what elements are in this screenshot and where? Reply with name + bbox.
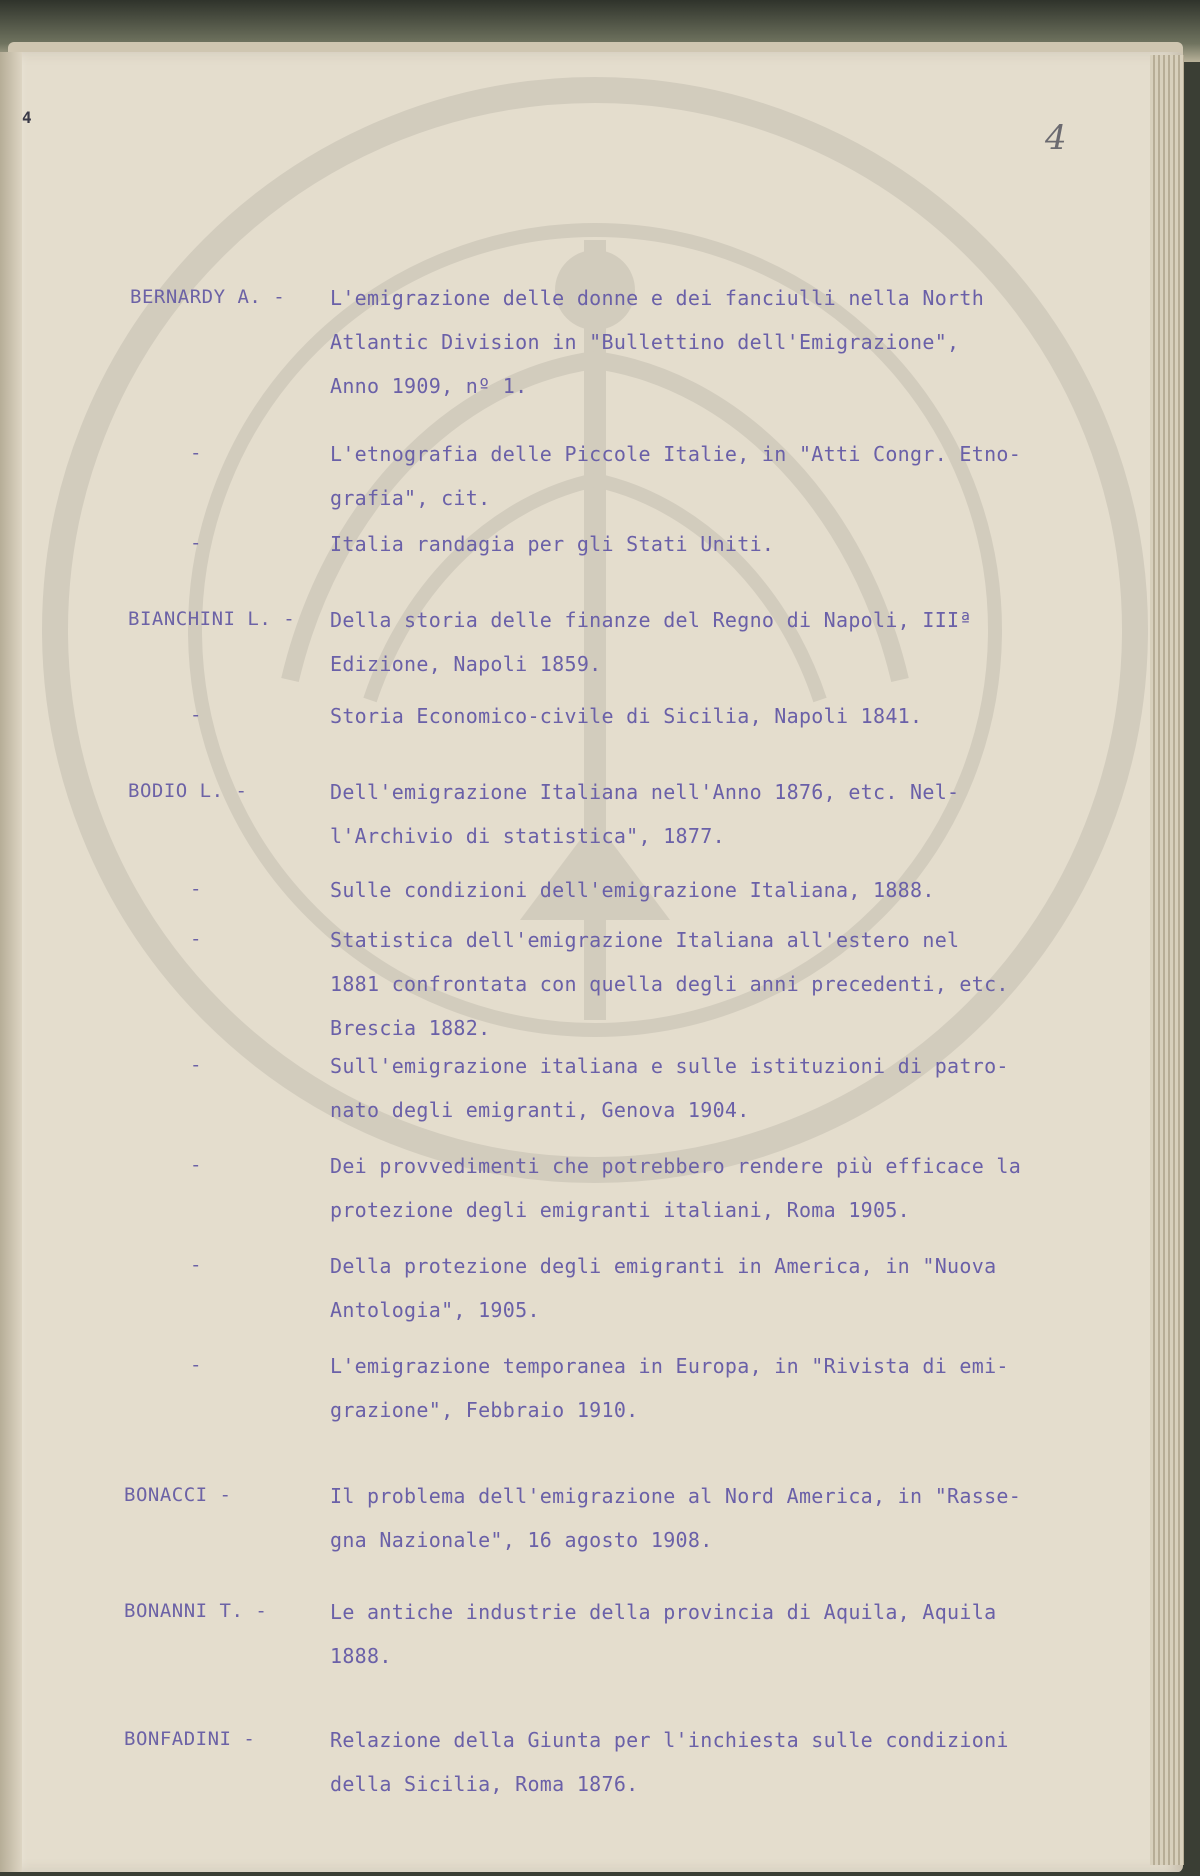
entry-dash: - bbox=[190, 442, 202, 464]
page-number: 4 bbox=[22, 108, 32, 127]
entry-line: grafia", cit. bbox=[330, 486, 491, 510]
entry-line: Statistica dell'emigrazione Italiana all'estero nel bbox=[330, 928, 960, 952]
entry-dash: - bbox=[190, 532, 202, 554]
entry-author: BODIO L. - bbox=[128, 780, 248, 802]
entry-dash: - bbox=[190, 928, 202, 950]
entry-line: Italia randagia per gli Stati Uniti. bbox=[330, 532, 775, 556]
entry-line: L'etnografia delle Piccole Italie, in "Atti Congr. Etno- bbox=[330, 442, 1022, 466]
entry-line: 1888. bbox=[330, 1644, 392, 1668]
entry-line: Antologia", 1905. bbox=[330, 1298, 540, 1322]
entry-line: Edizione, Napoli 1859. bbox=[330, 652, 602, 676]
entry-line: Brescia 1882. bbox=[330, 1016, 491, 1040]
entry-line: Atlantic Division in "Bullettino dell'Emigrazione", bbox=[330, 330, 960, 354]
entry-dash: - bbox=[190, 1354, 202, 1376]
entry-author: BERNARDY A. - bbox=[130, 286, 286, 308]
entry-dash: - bbox=[190, 878, 202, 900]
handwritten-page-number: 4 bbox=[1045, 118, 1067, 158]
entry-line: Il problema dell'emigrazione al Nord America, in "Rasse- bbox=[330, 1484, 1022, 1508]
entry-line: L'emigrazione delle donne e dei fanciulli nella North bbox=[330, 286, 985, 310]
entry-line: 1881 confrontata con quella degli anni precedenti, etc. bbox=[330, 972, 1009, 996]
entry-line: Dei provvedimenti che potrebbero rendere più efficace la bbox=[330, 1154, 1022, 1178]
entry-dash: - bbox=[190, 1054, 202, 1076]
entry-line: della Sicilia, Roma 1876. bbox=[330, 1772, 639, 1796]
entry-dash: - bbox=[190, 1254, 202, 1276]
entry-line: Relazione della Giunta per l'inchiesta sulle condizioni bbox=[330, 1728, 1009, 1752]
entry-line: Anno 1909, nº 1. bbox=[330, 374, 528, 398]
entry-line: Sulle condizioni dell'emigrazione Italiana, 1888. bbox=[330, 878, 935, 902]
entry-line: Della protezione degli emigranti in America, in "Nuova bbox=[330, 1254, 997, 1278]
entry-author: BIANCHINI L. - bbox=[128, 608, 296, 630]
entry-line: Sull'emigrazione italiana e sulle istituzioni di patro- bbox=[330, 1054, 1009, 1078]
entry-line: nato degli emigranti, Genova 1904. bbox=[330, 1098, 750, 1122]
entry-line: Le antiche industrie della provincia di Aquila, Aquila bbox=[330, 1600, 997, 1624]
gutter-fold bbox=[0, 52, 22, 1872]
entry-line: Storia Economico-civile di Sicilia, Napoli 1841. bbox=[330, 704, 923, 728]
entry-line: gna Nazionale", 16 agosto 1908. bbox=[330, 1528, 713, 1552]
entry-line: Della storia delle finanze del Regno di Napoli, IIIª bbox=[330, 608, 972, 632]
entry-line: l'Archivio di statistica", 1877. bbox=[330, 824, 725, 848]
entry-author: BONANNI T. - bbox=[124, 1600, 268, 1622]
entry-author: BONACCI - bbox=[124, 1484, 232, 1506]
entry-line: protezione degli emigranti italiani, Roma 1905. bbox=[330, 1198, 911, 1222]
entry-line: L'emigrazione temporanea in Europa, in "Rivista di emi- bbox=[330, 1354, 1009, 1378]
entry-dash: - bbox=[190, 704, 202, 726]
entry-line: Dell'emigrazione Italiana nell'Anno 1876, etc. Nel- bbox=[330, 780, 960, 804]
entry-line: grazione", Febbraio 1910. bbox=[330, 1398, 639, 1422]
entry-author: BONFADINI - bbox=[124, 1728, 256, 1750]
entry-dash: - bbox=[190, 1154, 202, 1176]
